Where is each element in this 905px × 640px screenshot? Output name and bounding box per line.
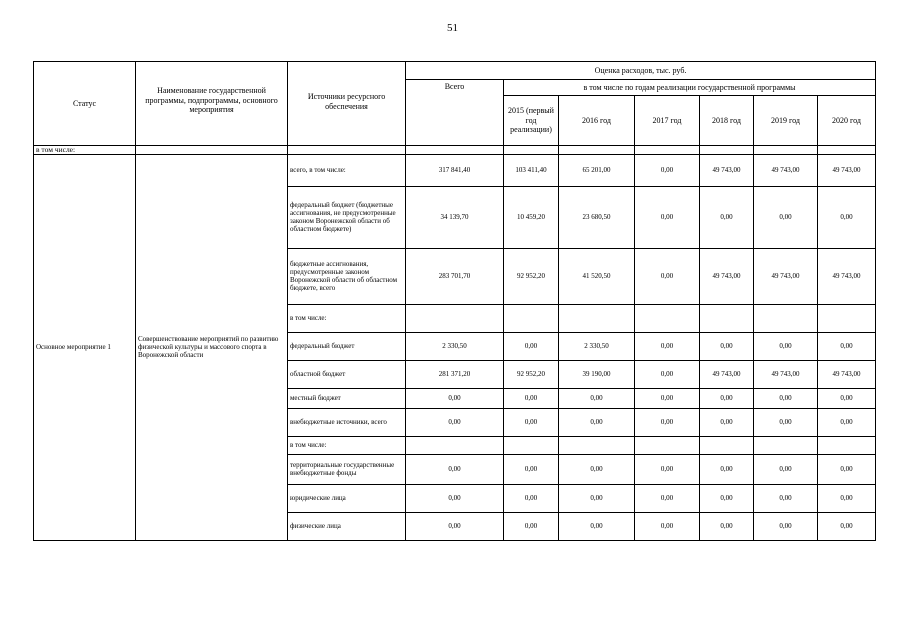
header-year-2020: 2020 год (818, 96, 876, 146)
value-cell (406, 304, 504, 332)
value-cell: 0,00 (754, 388, 818, 408)
header-year-2018: 2018 год (700, 96, 754, 146)
value-cell: 2 330,50 (559, 332, 635, 360)
value-cell: 0,00 (754, 484, 818, 512)
value-cell: 0,00 (635, 454, 700, 484)
value-cell: 0,00 (635, 154, 700, 186)
value-cell: 283 701,70 (406, 248, 504, 304)
value-cell: 0,00 (504, 332, 559, 360)
value-cell: 0,00 (406, 512, 504, 540)
source-cell: федеральный бюджет (бюджетные ассигнования, не предусмотренные законом Воронежской области об областном бюджете) (288, 186, 406, 248)
header-year-2015: 2015 (первый год реализации) (504, 96, 559, 146)
value-cell: 0,00 (700, 408, 754, 436)
value-cell: 49 743,00 (818, 248, 876, 304)
value-cell (504, 436, 559, 454)
value-cell: 0,00 (406, 408, 504, 436)
value-cell (635, 304, 700, 332)
value-cell: 49 743,00 (754, 360, 818, 388)
value-cell: 0,00 (700, 388, 754, 408)
value-cell: 0,00 (818, 454, 876, 484)
header-by-year: в том числе по годам реализации государственной программы (504, 80, 876, 96)
value-cell: 0,00 (504, 408, 559, 436)
source-cell: бюджетные ассигнования, предусмотренные законом Воронежской области об областном бюджете, всего (288, 248, 406, 304)
value-cell: 49 743,00 (754, 248, 818, 304)
value-cell: 10 459,20 (504, 186, 559, 248)
value-cell: 0,00 (635, 408, 700, 436)
header-year-2016: 2016 год (559, 96, 635, 146)
value-cell: 0,00 (818, 408, 876, 436)
value-cell: 92 952,20 (504, 360, 559, 388)
value-cell: 317 841,40 (406, 154, 504, 186)
value-cell: 0,00 (635, 332, 700, 360)
value-cell: 0,00 (818, 484, 876, 512)
value-cell: 0,00 (504, 388, 559, 408)
value-cell (406, 436, 504, 454)
header-status: Статус (34, 62, 136, 146)
value-cell: 0,00 (754, 186, 818, 248)
value-cell: 0,00 (754, 512, 818, 540)
value-cell: 92 952,20 (504, 248, 559, 304)
value-cell: 0,00 (635, 388, 700, 408)
value-cell: 0,00 (504, 512, 559, 540)
value-cell: 0,00 (635, 484, 700, 512)
value-cell: 0,00 (635, 186, 700, 248)
value-cell: 0,00 (818, 388, 876, 408)
source-cell: в том числе: (288, 304, 406, 332)
value-cell: 0,00 (406, 388, 504, 408)
value-cell: 2 330,50 (406, 332, 504, 360)
value-cell (818, 436, 876, 454)
header-estimate: Оценка расходов, тыс. руб. (406, 62, 876, 80)
source-cell: внебюджетные источники, всего (288, 408, 406, 436)
value-cell (635, 436, 700, 454)
value-cell: 0,00 (754, 332, 818, 360)
value-cell: 0,00 (700, 332, 754, 360)
source-cell: федеральный бюджет (288, 332, 406, 360)
value-cell: 0,00 (700, 512, 754, 540)
value-cell: 103 411,40 (504, 154, 559, 186)
value-cell (754, 304, 818, 332)
value-cell: 0,00 (559, 388, 635, 408)
value-cell: 39 190,00 (559, 360, 635, 388)
value-cell: 49 743,00 (700, 248, 754, 304)
value-cell: 0,00 (406, 484, 504, 512)
value-cell (700, 304, 754, 332)
value-cell (754, 436, 818, 454)
value-cell: 0,00 (754, 454, 818, 484)
source-cell: юридические лица (288, 484, 406, 512)
header-year-2019: 2019 год (754, 96, 818, 146)
status-value: Основное мероприятие 1 (34, 154, 136, 540)
source-cell: территориальные государственные внебюджетные фонды (288, 454, 406, 484)
source-cell: местный бюджет (288, 388, 406, 408)
value-cell: 0,00 (700, 186, 754, 248)
source-cell: в том числе: (288, 436, 406, 454)
source-cell: физические лица (288, 512, 406, 540)
value-cell: 0,00 (559, 512, 635, 540)
including-label: в том числе: (34, 146, 136, 155)
value-cell: 0,00 (559, 454, 635, 484)
source-cell: областной бюджет (288, 360, 406, 388)
value-cell: 65 201,00 (559, 154, 635, 186)
value-cell: 49 743,00 (818, 154, 876, 186)
value-cell: 49 743,00 (700, 154, 754, 186)
value-cell: 0,00 (504, 454, 559, 484)
value-cell: 0,00 (559, 484, 635, 512)
value-cell: 0,00 (754, 408, 818, 436)
value-cell: 0,00 (818, 332, 876, 360)
table-row (34, 154, 876, 186)
value-cell (504, 304, 559, 332)
value-cell: 0,00 (635, 360, 700, 388)
value-cell: 49 743,00 (700, 360, 754, 388)
source-cell: всего, в том числе: (288, 154, 406, 186)
value-cell (700, 436, 754, 454)
value-cell: 281 371,20 (406, 360, 504, 388)
value-cell: 0,00 (406, 454, 504, 484)
header-year-2017: 2017 год (635, 96, 700, 146)
value-cell: 0,00 (559, 408, 635, 436)
expenditure-table (33, 61, 876, 541)
name-value: Совершенствование мероприятий по развитию физической культуры и массового спорта в Воронежской области (136, 154, 288, 540)
value-cell: 41 520,50 (559, 248, 635, 304)
value-cell: 0,00 (700, 484, 754, 512)
value-cell: 0,00 (818, 186, 876, 248)
value-cell: 0,00 (635, 248, 700, 304)
header-total: Всего (406, 80, 504, 146)
page-number: 51 (447, 22, 458, 34)
value-cell: 49 743,00 (818, 360, 876, 388)
value-cell (818, 304, 876, 332)
value-cell (559, 304, 635, 332)
value-cell (559, 436, 635, 454)
value-cell: 34 139,70 (406, 186, 504, 248)
header-sources: Источники ресурсного обеспечения (288, 62, 406, 146)
value-cell: 0,00 (635, 512, 700, 540)
value-cell: 0,00 (818, 512, 876, 540)
value-cell: 49 743,00 (754, 154, 818, 186)
header-name: Наименование государственной программы, подпрограммы, основного мероприятия (136, 62, 288, 146)
value-cell: 23 680,50 (559, 186, 635, 248)
value-cell: 0,00 (700, 454, 754, 484)
value-cell: 0,00 (504, 484, 559, 512)
